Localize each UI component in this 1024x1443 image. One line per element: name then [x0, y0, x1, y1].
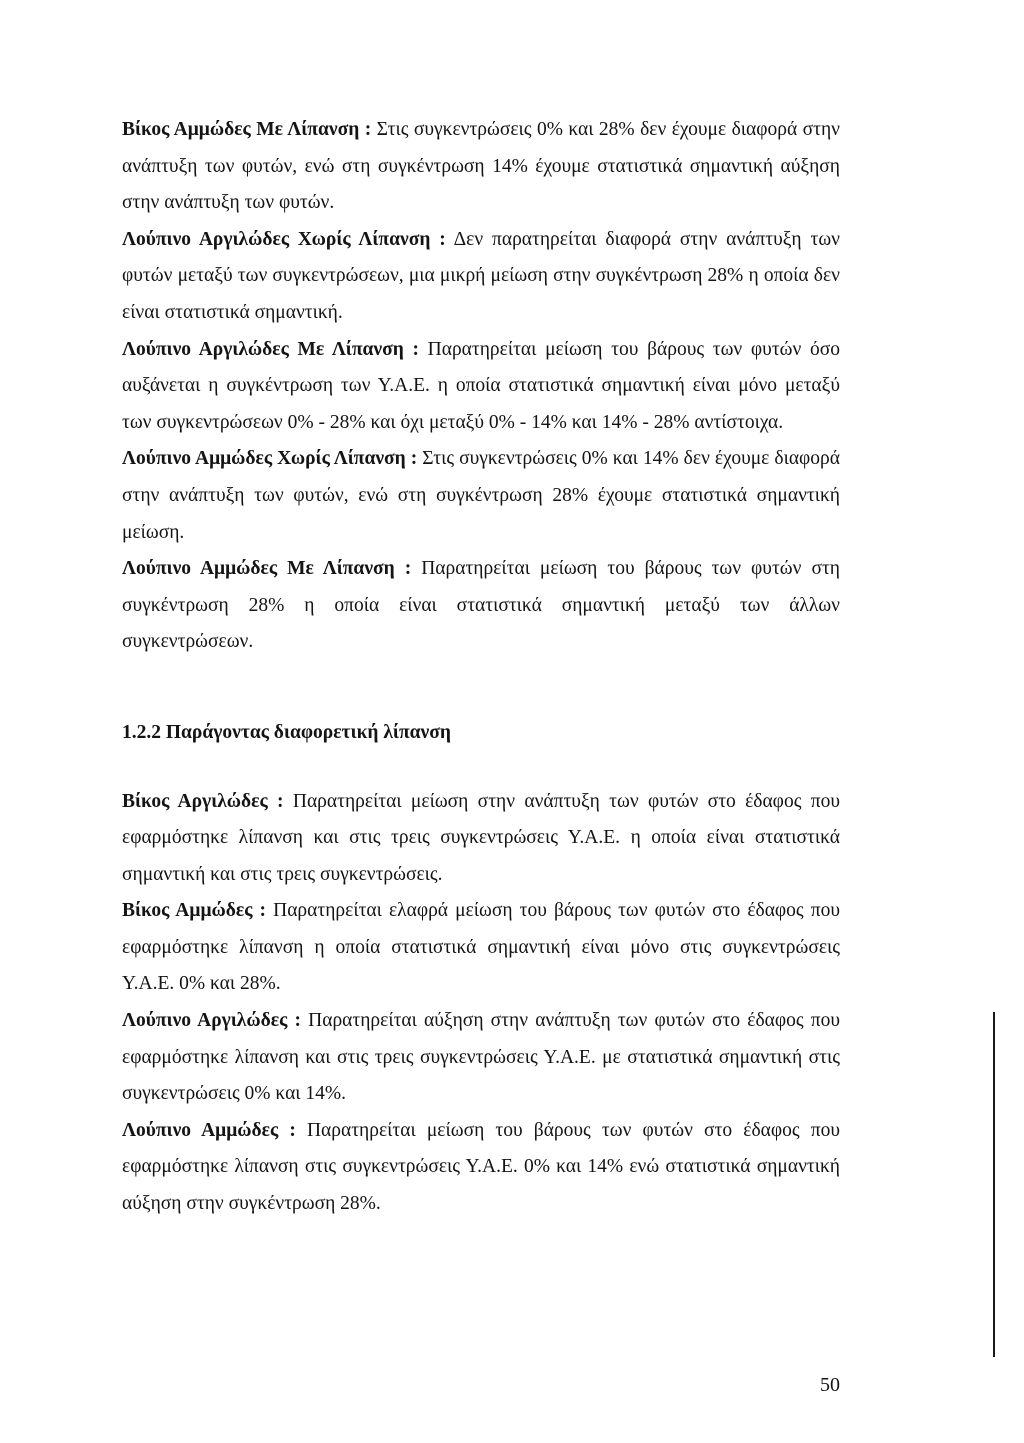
paragraph-lead: Λούπινο Αμμώδες : — [122, 1119, 296, 1141]
paragraph-text: Στις συγκεντρώσεις 0% και 28% δεν έχουμε διαφορά στην ανάπτυξη των φυτών, ενώ στη συγκέντρωση 14% έχουμε στατιστικά σημαντική αύξηση στην ανάπτυξη των φυτών. — [122, 119, 840, 214]
paragraph-vikos-sandy-with-fertilizer — [122, 112, 840, 222]
paragraph-lead: Λούπινο Αργιλώδες : — [122, 1010, 301, 1032]
paragraph-text: Παρατηρείται μείωση του βάρους των φυτών στο έδαφος που εφαρμόστηκε λίπανση στις συγκεντρώσεις Υ.Α.Ε. 0% και 14% ενώ στατιστικά σημαντική αύξηση στην συγκέντρωση 28%. — [122, 1119, 840, 1215]
paragraph-vikos-clay — [122, 784, 840, 894]
paragraph-vikos-sandy — [122, 893, 840, 1003]
paragraph-text: Στις συγκεντρώσεις 0% και 14% δεν έχουμε διαφορά στην ανάπτυξη των φυτών, ενώ στη συγκέντρωση 28% έχουμε στατιστικά σημαντική μείωση. — [122, 448, 840, 543]
document-page — [122, 112, 840, 1223]
page-number: 50 — [820, 1374, 840, 1396]
paragraph-text: Παρατηρείται μείωση στην ανάπτυξη των φυτών στο έδαφος που εφαρμόστηκε λίπανση και στις τρεις συγκεντρώσεις Υ.Α.Ε. η οποία είναι στατιστικά σημαντική και στις τρεις συγκεντρώσεις. — [122, 790, 840, 885]
paragraph-lead: Λούπινο Αργιλώδες Χωρίς Λίπανση : — [122, 228, 446, 250]
paragraph-lead: Βίκος Αμμώδες : — [122, 900, 267, 922]
paragraph-lupine-sandy — [122, 1113, 840, 1223]
paragraph-lead: Βίκος Αμμώδες Με Λίπανση : — [122, 119, 372, 140]
paragraph-lead: Λούπινο Αργιλώδες Με Λίπανση : — [122, 338, 419, 360]
paragraph-lupine-sandy-with-fertilizer — [122, 551, 840, 661]
paragraph-lupine-sandy-without-fertilizer — [122, 441, 840, 551]
paragraph-lupine-clay — [122, 1003, 840, 1113]
section-heading: 1.2.2 Παράγοντας διαφορετική λίπανση — [122, 721, 451, 743]
paragraph-lupine-clay-without-fertilizer — [122, 222, 840, 332]
paragraph-text: Παρατηρείται μείωση του βάρους των φυτών όσο αυξάνεται η συγκέντρωση των Υ.Α.Ε. η οποία στατιστικά σημαντική είναι μόνο μεταξύ των συγκεντρώσεων 0% - 28% και όχι μεταξύ 0% - 14% και 14% - 28% αντίστοιχα. — [122, 338, 840, 433]
paragraph-text: Παρατηρείται ελαφρά μείωση του βάρους των φυτών στο έδαφος που εφαρμόστηκε λίπανση η οποία στατιστικά σημαντική είναι μόνο στις συγκεντρώσεις Υ.Α.Ε. 0% και 28%. — [122, 900, 840, 995]
paragraph-lead: Λούπινο Αμμώδες Χωρίς Λίπανση : — [122, 448, 418, 470]
paragraph-lead: Βίκος Αργιλώδες : — [122, 790, 284, 812]
paragraph-lead: Λούπινο Αμμώδες Με Λίπανση : — [122, 558, 412, 580]
paragraph-text: Παρατηρείται αύξηση στην ανάπτυξη των φυτών στο έδαφος που εφαρμόστηκε λίπανση και στις τρεις συγκεντρώσεις Υ.Α.Ε. με στατιστικά σημαντική στις συγκεντρώσεις 0% και 14%. — [122, 1010, 841, 1105]
paragraph-text: Παρατηρείται μείωση του βάρους των φυτών στη συγκέντρωση 28% η οποία είναι στατιστικά σημαντική μεταξύ των άλλων συγκεντρώσεων. — [122, 558, 840, 653]
margin-line — [993, 1012, 995, 1357]
paragraph-lupine-clay-with-fertilizer — [122, 332, 840, 442]
paragraph-text: Δεν παρατηρείται διαφορά στην ανάπτυξη των φυτών μεταξύ των συγκεντρώσεων, μια μικρή μείωση στην συγκέντρωση 28% η οποία δεν είναι στατιστικά σημαντική. — [122, 228, 840, 323]
spacer — [122, 661, 840, 681]
